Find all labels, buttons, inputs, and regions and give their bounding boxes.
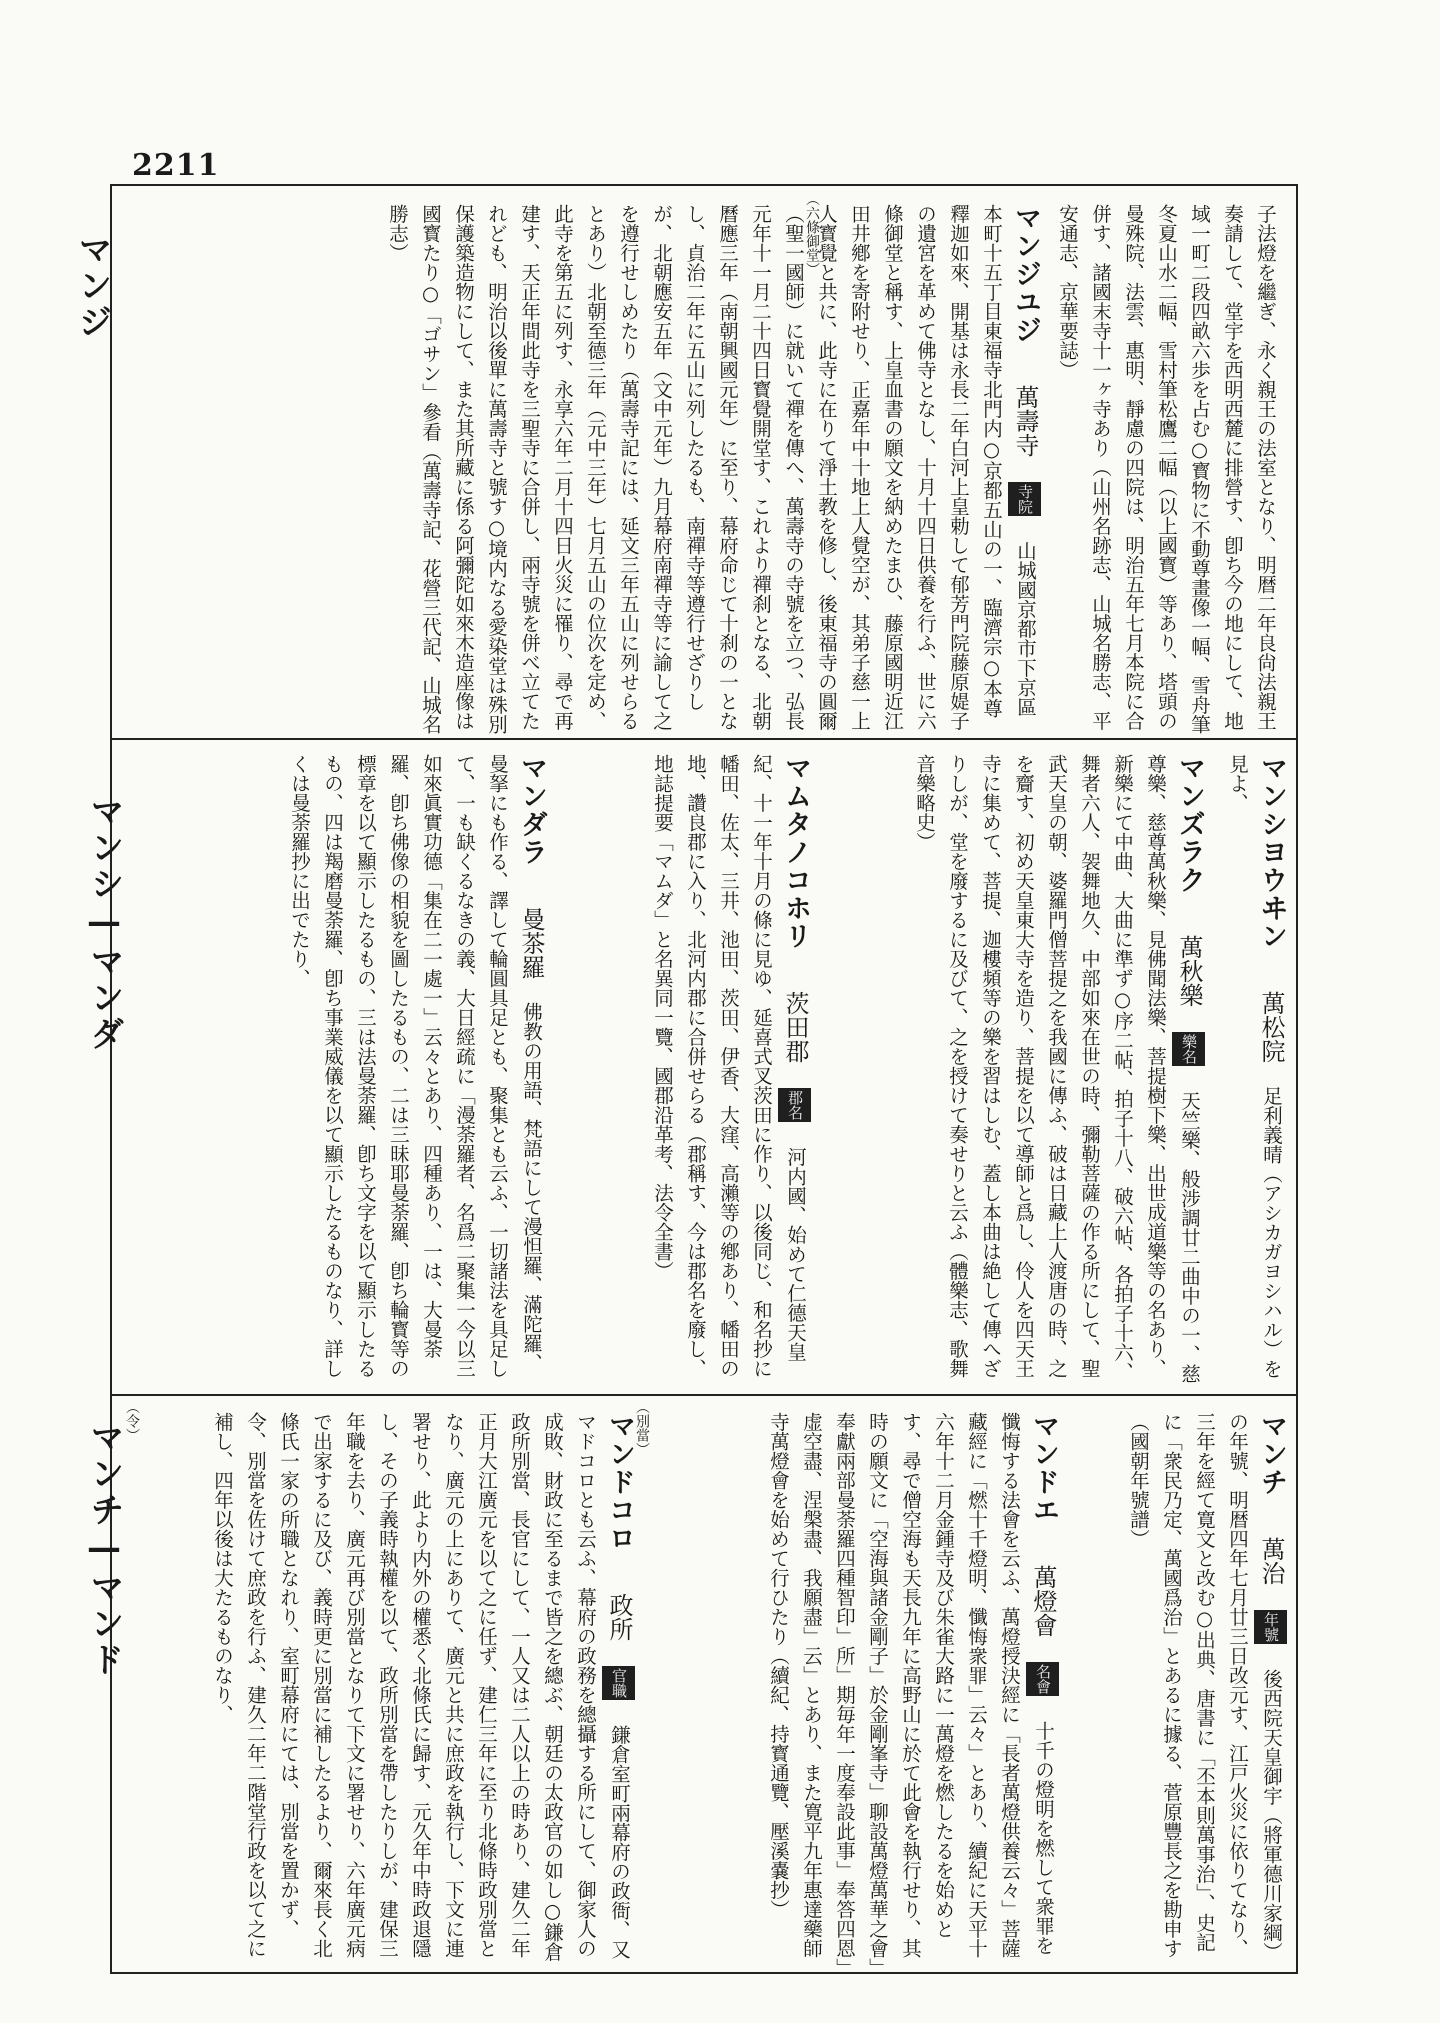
entry-kanji: 政所 bbox=[605, 1593, 633, 1641]
entry-mandokoro bbox=[120, 1412, 636, 1968]
page-number: 2211 bbox=[132, 148, 220, 183]
tier-divider-1 bbox=[110, 738, 1298, 740]
entry-head: マムタノコホリ bbox=[780, 754, 811, 950]
side-header-2: マンシ—マンダ bbox=[84, 794, 124, 1052]
category-badge: 名會 bbox=[1026, 1662, 1059, 1696]
entry-kanji: 萬松院 bbox=[1257, 991, 1285, 1063]
entry-body: 鎌倉室町兩幕府の政衙、又マドコロとも云ふ、幕府の政務を總攝する所にして、御家人の成敗、財政に至るまで皆之を總ぶ、朝廷の太政官の如し○鎌倉政所別當、長官にして、一人又は二人以上の時あり、建久二年正月大江廣元を以て之に任ず、建仁三年に至り北條時政別當となり、廣元の上にありて、廣元と共に庶政を執行し、下文に連署せり、此より内外の權悉く北條氏に歸す、元久年中時政退隱し、その子義時執權を以て、政所別當を帶したりしが、建保三年職を去り、廣元再び別當となりて下文に署せり、六年廣元病で出家するに及び、義時更に別當に補したるより、爾來長く北條氏一家の所職となれり、室町幕府にては、別當を置かず、令、別當を佐けて庶政を行ふ、建久二年二階堂行政を以て之に補し、四年以後は大たるものなり、 bbox=[211, 1412, 631, 1962]
category-badge: 年號 bbox=[1254, 1610, 1287, 1644]
entry-mamuta bbox=[552, 754, 812, 1384]
entry-body: 天竺樂、般涉調廿二曲中の一、慈尊樂、慈尊萬秋樂、見佛聞法樂、菩提樹下樂、出世成道樂等の名あり、新樂にて中曲、大曲に準ず○序二帖、拍子十八、破六帖、各拍子十六、舞者六人、袈舞地久、中部如來在世の時、彌勒菩薩の作る所にして、聖武天皇の朝、婆羅門僧菩提之を我國に傳ふ、破は日藏上人渡唐の時、之を齎す、初め天皇東大寺を造り、菩提を以て導師と爲し、伶人を四天王寺に集めて、菩提、迦樓頻等の樂を習はしむ、蓋し本曲は絶して傳へざりしが、堂を廢するに及びて、之を授けて奏せりと云ふ（體樂志、歌舞音樂略史） bbox=[913, 754, 1201, 1384]
entry-kanji: 曼茶羅 bbox=[517, 907, 545, 979]
entry-mandara bbox=[120, 754, 548, 1384]
tier-divider-2 bbox=[110, 1394, 1298, 1396]
entry-head: マンドエ bbox=[1028, 1412, 1059, 1524]
entry-manshoin bbox=[1208, 754, 1288, 1384]
entry-head: マンシヨウヰン bbox=[1256, 754, 1287, 950]
entry-body: 足利義晴（アシカガヨシハル）を見よ、 bbox=[1226, 754, 1283, 1379]
category-badge: 郡名 bbox=[778, 1088, 811, 1122]
side-header-1: マンジ bbox=[72, 232, 112, 340]
entry-body: 十千の燈明を燃して衆罪を懺悔する法會を云ふ、萬燈授決經に「長者萬燈供養云々」菩薩藏經に「燃十千燈明、懺悔衆罪」云々」とあり、續紀に天平十六年十二月金鍾寺及び朱雀大路に一萬燈を燃したるを始めとす、尋で僧空海も天長九年に高野山に於て此會を執行せり、其時の願文に「空海與諸金剛子」於金剛峯寺」聊設萬燈萬華之會」奉獻兩部曼荼羅四種智印」所」期毎年一度奉設此事」奉答四恩」虚空盡、涅槃盡、我願盡」云」とあり、また寛平九年惠達藥師寺萬燈會を始めて行ひたり（續紀、持寳通覽、壓溪嚢抄） bbox=[767, 1412, 1055, 1968]
category-badge: 寺院 bbox=[1008, 482, 1041, 516]
tier-3 bbox=[116, 1400, 1292, 1968]
entry-body: 子法燈を繼ぎ、永く親王の法室となり、明暦二年良尙法親王奏請して、堂宇を西明西麓に排營す、卽ち今の地にして、地域一町二段四畝六歩を占む○寳物に不動尊畫像一幅、雪舟筆冬夏山水二幅、雪村筆松鷹二幅（以上國寳）等あり、塔頭の曼殊院、法雲、惠明、靜慮の四院は、明治五年七月本院に合併す、諸國末寺十一ヶ寺あり（山州名跡志、山城名勝志、平安通志、京華要誌） bbox=[1056, 204, 1277, 734]
tier-2 bbox=[116, 744, 1292, 1390]
entry-head: マンドコロ bbox=[604, 1412, 635, 1552]
entry-body: 山城國京都市下京區本町十五丁目東福寺北門内○京都五山の一、臨濟宗○本尊釋迦如來、開基は永長二年白河上皇勅して郁芳門院藤原媞子の遺宮を革めて佛寺となし、十月十四日供養を行ふ、世に六條御堂と稱す、上皇血書の願文を納めたまひ、藤原國明近江田井鄕を寄附せり、正嘉年中十地上人覺空が、其弟子慈一上人寳覺と共に、此寺に在りて淨土教を修し、後東福寺の圓爾（聖一國師）に就いて禪を傳へ、萬壽寺の寺號を立つ、弘長元年十一月二十四日寳覺開堂す、これより禪刹となる、北朝曆應三年（南朝興國元年）に至り、幕府命じて十刹の一となし、貞治二年に五山に列したるも、南禪寺等遵行せざりしが、北朝應安五年（文中元年）九月幕府南禪寺等に諭して之を遵行せしめたり（萬壽寺記には、延文三年五山に列せらるとあり）北朝至德三年（元中三年）七月五山の位次を定め、此寺を第五に列す、永享六年二月十四日火災に罹り、尋で再建す、天正年間此寺を三聖寺に合併し、兩寺號を併べ立てたれども、明治以後單に萬壽寺と號す○境内なる愛染堂は殊別保護築造物にして、また其所藏に係る阿彌陀如來木造座像は國寳たり○「ゴサン」參看（萬壽寺記、花營三代記、山城名勝志） bbox=[386, 204, 1037, 734]
column-note-1: （別當） bbox=[634, 1400, 650, 1456]
entry-continuation bbox=[1052, 204, 1282, 734]
entry-head: マンズラク bbox=[1174, 754, 1205, 894]
entry-head: マンチ bbox=[1256, 1412, 1287, 1496]
entry-kanji: 萬壽寺 bbox=[1011, 385, 1039, 457]
category-badge: 樂名 bbox=[1172, 1032, 1205, 1066]
entry-kanji: 萬燈會 bbox=[1029, 1565, 1057, 1637]
entry-kanji: 茨田郡 bbox=[781, 991, 809, 1063]
tier-1 bbox=[116, 190, 1292, 734]
entry-head: マンダラ bbox=[516, 754, 547, 866]
column-header: （六條御堂） bbox=[804, 192, 820, 276]
entry-manzuraku bbox=[816, 754, 1206, 1384]
entry-mandoe bbox=[640, 1412, 1060, 1968]
column-note-2: （令） bbox=[124, 1400, 140, 1442]
entry-manchi bbox=[1063, 1412, 1288, 1968]
entry-kanji: 萬治 bbox=[1257, 1537, 1285, 1585]
side-header-3: マンチ—マンド bbox=[84, 1420, 124, 1678]
entry-body: 佛教の用語、梵語にして漫怛羅、滿陀羅、曼拏にも作る、譯して輪圓具足とも、聚集とも云ふ、一切諸法を具足して、一も缺くるなきの義、大日經疏に「漫荼羅者、名爲二聚集一今以三如來眞實功德「集在二一處一」云々とあり、四種あり、一は、大曼荼羅、卽ち佛像の相貌を圖したるもの、二は三昧耶曼荼羅、卽ち輪寳等の標章を以て顯示したるもの、三は法曼荼羅、卽ち文字を以て顯示したるもの、四は羯磨曼荼羅、卽ち事業威儀を以て顯示したるものなり、詳しくは曼荼羅抄に出でたり、 bbox=[288, 754, 543, 1378]
entry-head: マンジユジ bbox=[1010, 204, 1041, 344]
entry-body: 後西院天皇御宇（將軍德川家綱）の年號、明暦四年七月廿三日改元す、江戸火災に依りてなり、三年を經て寛文と改む○出典、唐書に「丕本則萬事治」、史記に「衆民乃定、萬國爲治」とあるに據る、菅原豐長之を勘申す（國朝年號譜） bbox=[1127, 1412, 1283, 1962]
entry-kanji: 萬秋樂 bbox=[1175, 935, 1203, 1007]
entry-manjuji bbox=[122, 204, 1042, 734]
entry-body: 河内國、始めて仁德天皇紀、十一年十月の條に見ゆ、延喜式叉茨田に作り、以後同じ、和名抄に幡田、佐太、三井、池田、茨田、伊香、大窪、高瀨等の鄕あり、幡田の地、讚良郡に入り、北河内郡に合併せらる（郡稱す、今は郡名を廢し、地誌提要「マムダ」と名異同一覽、國郡沿革考、法令全書） bbox=[651, 754, 807, 1378]
category-badge: 官職 bbox=[602, 1666, 635, 1700]
